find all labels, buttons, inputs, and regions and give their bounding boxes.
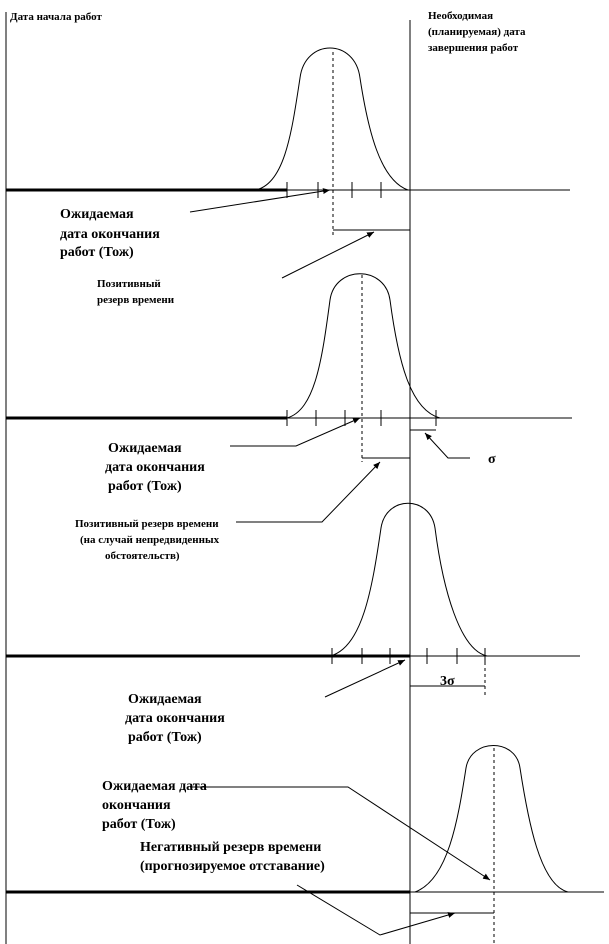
three-sigma-label: 3σ bbox=[440, 674, 455, 689]
expected-date-label-1b: дата окончания bbox=[60, 227, 160, 242]
start-date-label: Дата начала работ bbox=[10, 11, 102, 23]
expected-date-label-4b: окончания bbox=[102, 798, 171, 813]
expected-date-label-2b: дата окончания bbox=[105, 460, 205, 475]
panel-2 bbox=[6, 274, 572, 562]
negative-reserve-label-b: (прогнозируемое отставание) bbox=[140, 859, 325, 874]
distribution-curve-3 bbox=[330, 503, 487, 656]
expected-date-label-1c: работ (Тож) bbox=[60, 245, 134, 260]
expected-date-label-2c: работ (Тож) bbox=[108, 479, 182, 494]
distribution-curve-1 bbox=[255, 48, 408, 190]
positive-reserve-label-1a: Позитивный bbox=[97, 278, 161, 290]
expected-date-label-2a: Ожидаемая bbox=[108, 441, 182, 456]
panel-4 bbox=[6, 746, 604, 944]
sigma-leader bbox=[425, 433, 470, 458]
expected-date-label-3a: Ожидаемая bbox=[128, 692, 202, 707]
expected-date-label-4c: работ (Тож) bbox=[102, 817, 176, 832]
distribution-curve-4 bbox=[415, 746, 568, 893]
expected-date-label-1a: Ожидаемая bbox=[60, 207, 134, 222]
panel-1 bbox=[6, 48, 570, 306]
positive-reserve-arrow-2 bbox=[236, 462, 380, 522]
expected-date-label-3b: дата окончания bbox=[125, 711, 225, 726]
positive-reserve-label-2c: обстоятельств) bbox=[105, 550, 180, 562]
required-date-label-line2: (планируемая) дата bbox=[428, 26, 526, 38]
positive-reserve-label-2a: Позитивный резерв времени bbox=[75, 518, 219, 530]
expected-date-label-4a: Ожидаемая дата bbox=[102, 779, 207, 794]
positive-reserve-arrow-1 bbox=[282, 232, 374, 278]
distribution-curve-2 bbox=[287, 274, 440, 418]
expected-date-label-3c: работ (Тож) bbox=[128, 730, 202, 745]
expected-date-arrow-3 bbox=[325, 660, 405, 697]
positive-reserve-label-1b: резерв времени bbox=[97, 294, 175, 306]
required-date-label-line1: Необходимая bbox=[428, 10, 494, 22]
negative-reserve-label-a: Негативный резерв времени bbox=[140, 840, 322, 855]
expected-date-arrow-2 bbox=[230, 418, 360, 446]
expected-date-arrow-1 bbox=[190, 190, 330, 212]
required-date-label-line3: завершения работ bbox=[428, 42, 519, 54]
positive-reserve-label-2b: (на случай непредвиденных bbox=[80, 534, 220, 546]
sigma-label: σ bbox=[488, 452, 496, 467]
